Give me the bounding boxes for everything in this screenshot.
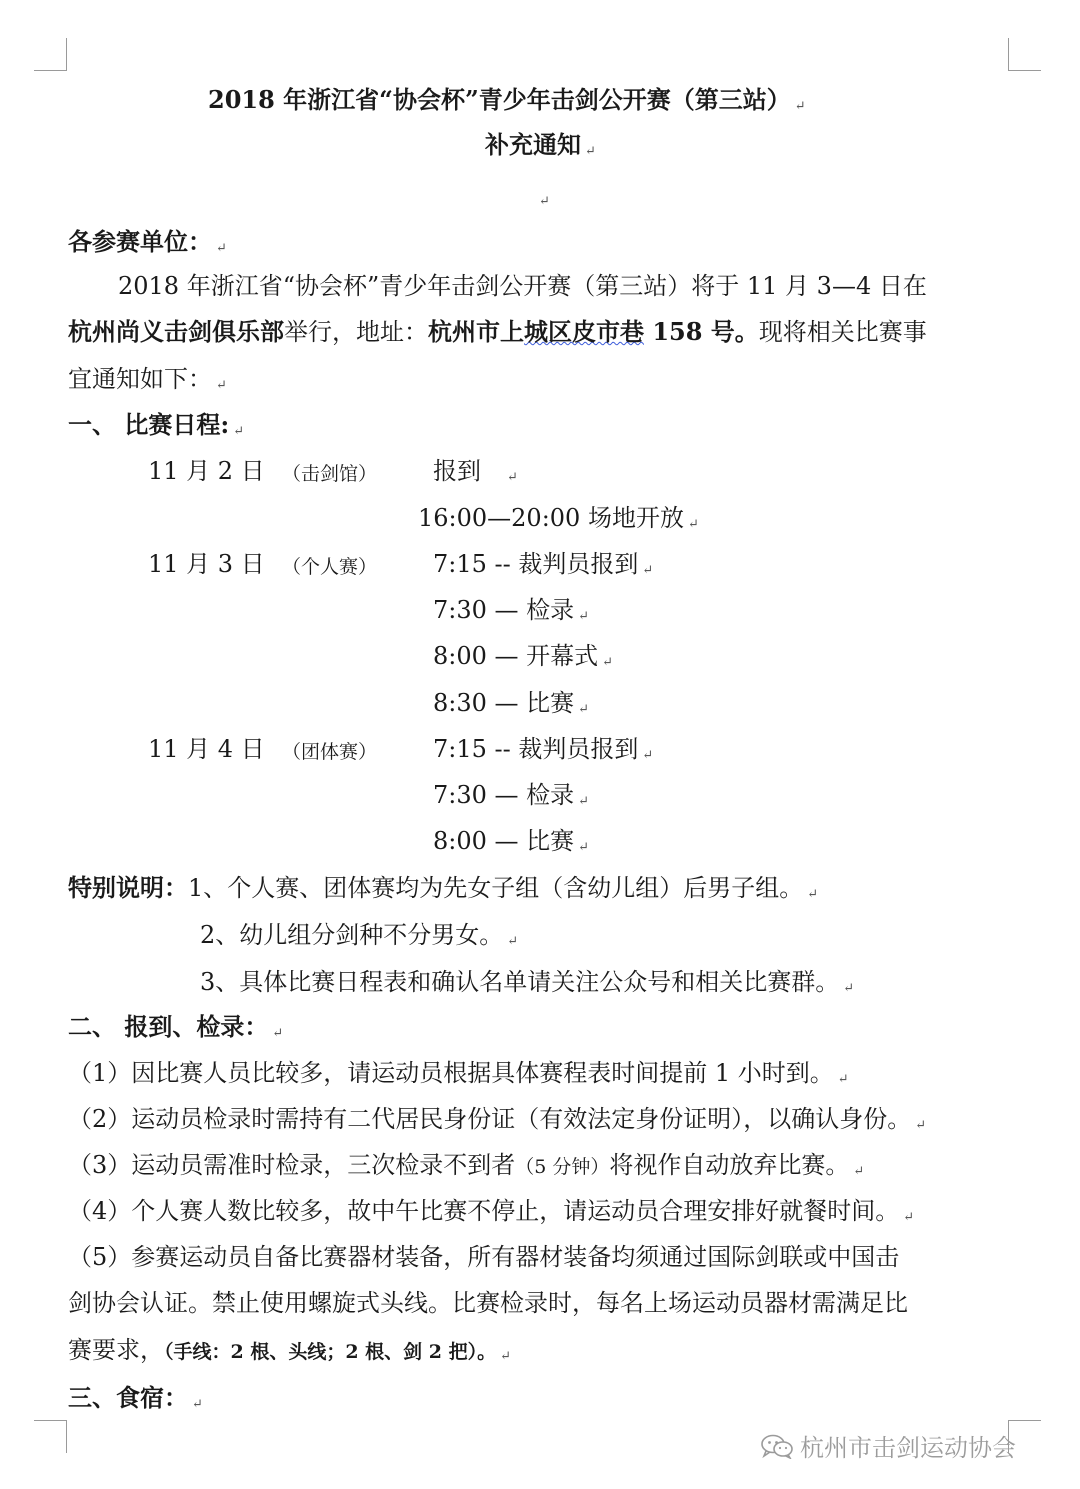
schedule-type: （击剑馆） bbox=[282, 463, 378, 485]
watermark bbox=[760, 1428, 1016, 1463]
schedule-row: 7:30 — 检录 ↵ bbox=[433, 596, 590, 624]
schedule-type: （团体赛） bbox=[282, 741, 378, 763]
list-item-continued: 赛要求，（手线：2 根、头线；2 根、剑 2 把）。 ↵ bbox=[68, 1336, 512, 1364]
schedule-row: 7:15 -- 裁判员报到 ↵ bbox=[433, 550, 654, 578]
schedule-row: 16:00—20:00 场地开放 ↵ bbox=[418, 504, 699, 532]
intro-line-1: 2018 年浙江省“协会杯”青少年击剑公开赛（第三站）将于 11 月 3—4 日在 bbox=[118, 272, 927, 300]
schedule-time: 报到 ↵ bbox=[433, 457, 518, 485]
intro-line-2: 杭州尚义击剑俱乐部举行，地址：杭州市上城区皮市巷 158 号。现将相关比赛事 bbox=[68, 317, 927, 346]
venue-name: 杭州尚义击剑俱乐部 bbox=[68, 317, 284, 346]
watermark-text: 杭州市击剑运动协会 bbox=[800, 1434, 1016, 1462]
empty-paragraph-mark: ↵ bbox=[539, 194, 550, 209]
list-item: （1）因比赛人员比较多，请运动员根据具体赛程表时间提前 1 小时到。 ↵ bbox=[68, 1059, 849, 1087]
special-note: 2、幼儿组分剑种不分男女。 ↵ bbox=[200, 921, 519, 949]
wechat-icon bbox=[760, 1433, 794, 1459]
venue-address: 杭州市上城区皮市巷 158 号。 bbox=[428, 317, 759, 346]
salutation: 各参赛单位： ↵ bbox=[68, 227, 227, 256]
schedule-date: 11 月 3 日 bbox=[148, 550, 265, 578]
page-corner-mark bbox=[34, 1420, 67, 1453]
schedule-date: 11 月 2 日 bbox=[148, 457, 265, 485]
page-corner-mark bbox=[1008, 38, 1041, 71]
list-item: （2）运动员检录时需持有二代居民身份证（有效法定身份证明），以确认身份。 ↵ bbox=[68, 1105, 927, 1133]
page-corner-mark bbox=[34, 38, 67, 71]
schedule-date: 11 月 4 日 bbox=[148, 735, 265, 763]
schedule-row: 7:30 — 检录 ↵ bbox=[433, 781, 590, 809]
list-item: （5）参赛运动员自备比赛器材装备，所有器材装备均须通过国际剑联或中国击 bbox=[68, 1243, 900, 1271]
document-title: 2018 年浙江省“协会杯”青少年击剑公开赛（第三站） ↵ bbox=[208, 85, 806, 114]
schedule-row: 7:15 -- 裁判员报到 ↵ bbox=[433, 735, 654, 763]
schedule-row: 8:30 — 比赛 ↵ bbox=[433, 689, 590, 717]
section-2-heading: 二、 报到、检录： ↵ bbox=[68, 1012, 284, 1041]
special-note: 3、具体比赛日程表和确认名单请关注公众号和相关比赛群。 ↵ bbox=[200, 968, 855, 996]
special-note: 特别说明：1、个人赛、团体赛均为先女子组（含幼儿组）后男子组。 ↵ bbox=[68, 873, 819, 902]
schedule-row: 8:00 — 开幕式 ↵ bbox=[433, 642, 614, 670]
section-1-heading: 一、 比赛日程: ↵ bbox=[68, 410, 245, 439]
section-3-heading: 三、食宿： ↵ bbox=[68, 1383, 203, 1412]
list-item: （3）运动员需准时检录，三次检录不到者（5 分钟）将视作自动放弃比赛。 ↵ bbox=[68, 1151, 865, 1179]
list-item: （4）个人赛人数比较多，故中午比赛不停止，请运动员合理安排好就餐时间。 ↵ bbox=[68, 1197, 915, 1225]
schedule-type: （个人赛） bbox=[282, 556, 378, 578]
list-item-continued: 剑协会认证。禁止使用螺旋式头线。比赛检录时，每名上场运动员器材需满足比 bbox=[68, 1289, 908, 1317]
schedule-row: 8:00 — 比赛 ↵ bbox=[433, 827, 590, 855]
document-subtitle: 补充通知 ↵ bbox=[485, 130, 596, 159]
intro-line-3: 宜通知如下： ↵ bbox=[68, 365, 227, 393]
